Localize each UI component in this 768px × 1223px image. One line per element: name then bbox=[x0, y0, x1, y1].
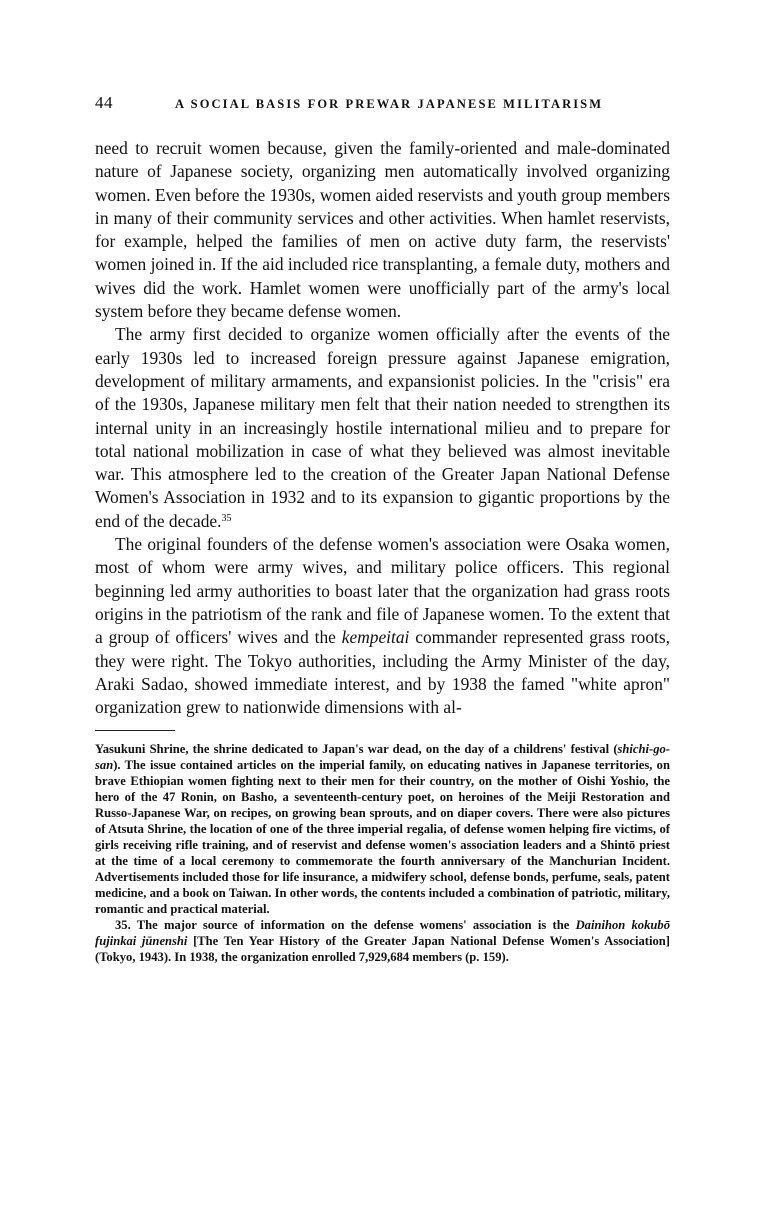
paragraph-2-text: The army first decided to organize women officially after the events of the early 1930s led to increased foreign pressure against Japanese emigration, development of military armaments, and expansionist policies. In the "crisis" era of the 1930s, Japanese military men felt that their nation needed to strengthen its internal unity in an increasingly hostile international milieu and to prepare for total national mobilization in case of what they believed was almost inevitable war. This atmosphere led to the creation of the Greater Japan National Defense Women's Association in 1932 and to its expansion to gigantic proportions by the end of the decade. bbox=[95, 324, 670, 531]
page-header bbox=[95, 93, 670, 121]
paragraph-3-text-a: The original founders of the defense women's association were Osaka women, most of whom were army wives, and military police officers. This regional beginning led army authorities to boast later that the organization had grass roots origins in the patriotism of the rank and file of Japanese women. To the extent that a group of officers' wives and the bbox=[95, 534, 670, 648]
running-title: A SOCIAL BASIS FOR PREWAR JAPANESE MILITARISM bbox=[175, 97, 604, 111]
kempeitai-term: kempeitai bbox=[341, 627, 410, 648]
cited-book-title: Dainihon kokubō fujinkai jūnenshi bbox=[95, 918, 670, 949]
footnote-ref-35: 35 bbox=[221, 512, 232, 524]
paragraph-3-text-b: commander represented grass roots, they were right. The Tokyo authorities, including the Army Minister of the day, Araki Sadao, showed immediate interest, and by 1938 the famed "white apron" organization grew to nationwide dimensions with al- bbox=[95, 627, 670, 718]
footnote-35-text-a: The major source of information on the defense womens' association is the bbox=[130, 918, 576, 933]
paragraph-3 bbox=[95, 533, 670, 719]
footnotes bbox=[95, 741, 670, 965]
footnote-35 bbox=[95, 917, 670, 965]
page-number: 44 bbox=[95, 93, 113, 112]
paragraph-1: need to recruit women because, given the family-oriented and male-dominated nature of Japanese society, organizing men automatically involved organizing women. Even before the 1930s, women aided reservists and youth group members in many of their community services and other activities. When hamlet reservists, for example, helped the families of men on active duty farm, the reservists' women joined in. If the aid included rice transplanting, a female duty, mothers and wives did the work. Hamlet women were unofficially part of the army's local system before they became defense women. bbox=[95, 138, 670, 322]
paragraph-2 bbox=[95, 323, 670, 533]
footnote-divider bbox=[95, 730, 175, 731]
footnote-cont-text-b: ). The issue contained articles on the imperial family, on educating natives in Japanese territories, on brave Ethiopian women fighting next to their men for their country, on the mother of Oishi Yoshio, the hero of the 47 Ronin, on Basho, a seventeenth-century poet, on heroines of the Meiji Restoration and Russo-Japanese War, on recipes, on growing bean sprouts, and on diaper covers. There were also pictures of Atsuta Shrine, the location of one of the three imperial regalia, of defense women helping fire victims, of girls receiving rifle training, and of reservist and defense women's association leaders and a Shintō priest at the time of a local ceremony to commemorate the fourth anniversary of the Manchurian Incident. Advertisements included those for life insurance, a midwifery school, defense bonds, perfume, seals, patent medicine, and a book on Taiwan. In other words, the contents included a combination of patriotic, military, romantic and practical material. bbox=[95, 758, 670, 917]
footnote-35-text-b: [The Ten Year History of the Greater Japan National Defense Women's Association] (Tokyo, 1943). In 1938, the organization enrolled 7,929,684 members (p. 159). bbox=[95, 934, 670, 965]
footnote-cont-text-a: Yasukuni Shrine, the shrine dedicated to Japan's war dead, on the day of a childrens' festival ( bbox=[95, 742, 618, 757]
body-text bbox=[95, 137, 670, 719]
footnote-35-number: 35. bbox=[115, 918, 131, 933]
book-page bbox=[95, 93, 670, 965]
shichi-go-san-term: shichi-go-san bbox=[95, 742, 670, 773]
footnote-continuation bbox=[95, 741, 670, 917]
